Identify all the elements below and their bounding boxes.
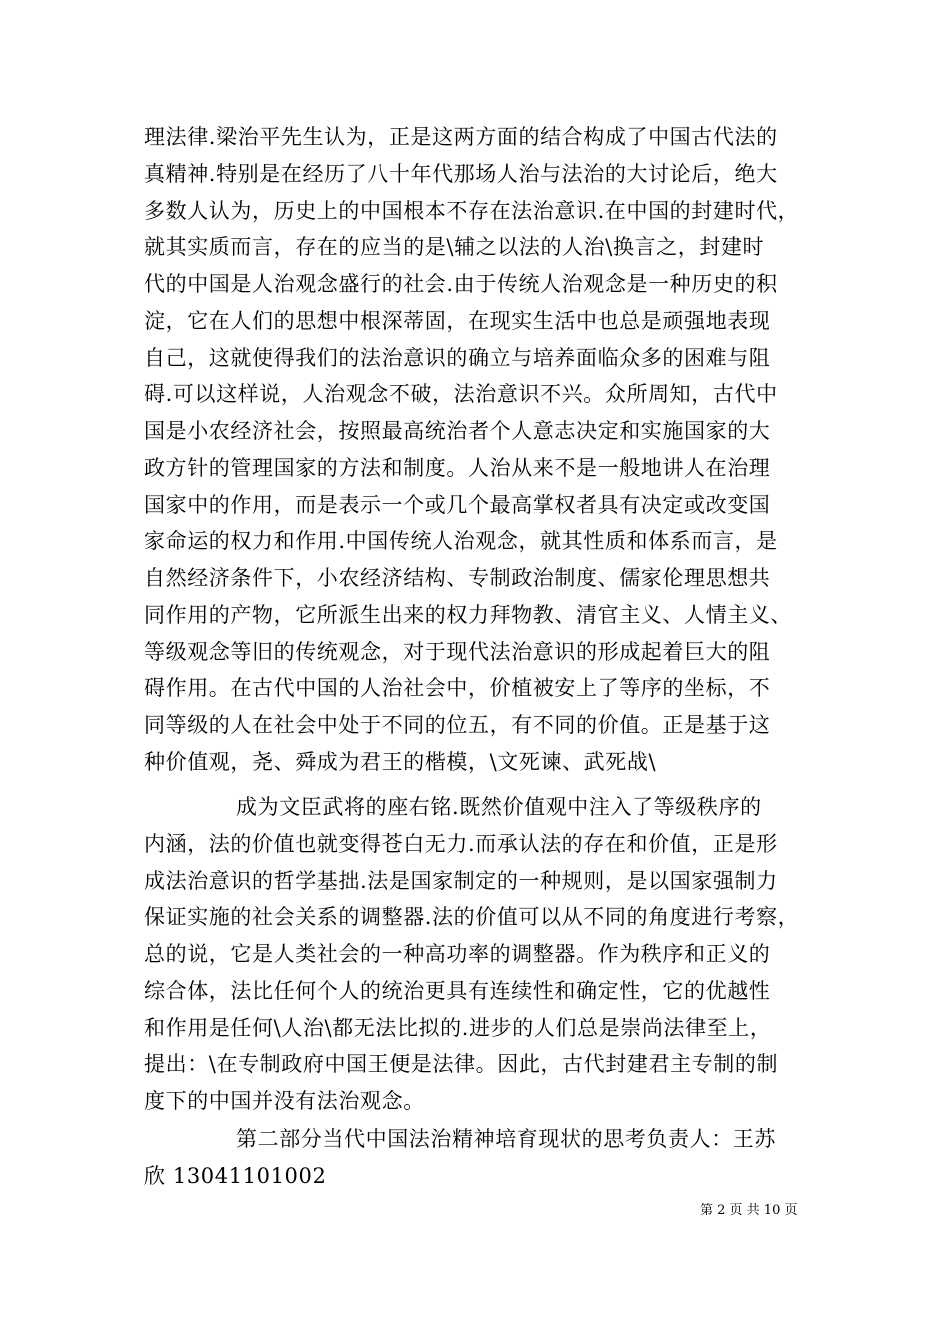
text-line: 同作用的产物，它所派生出来的权力拜物教、清官主义、人情主义、 (144, 602, 792, 627)
text-line: 成法治意识的哲学基拙.法是国家制定的一种规则，是以国家强制力 (144, 868, 778, 893)
text-line: 度下的中国并没有法治观念。 (144, 1089, 425, 1113)
text-line: 多数人认为，历史上的中国根本不存在法治意识.在中国的封建时代， (144, 198, 800, 223)
page-number-footer: 第 2 页 共 10 页 (700, 1203, 798, 1218)
text-line: 保证实施的社会关系的调整器.法的价值可以从不同的角度进行考察， (144, 905, 800, 930)
text-line: 提出：\在专制政府中国王便是法律。因此，古代封建君主专制的制 (144, 1052, 779, 1077)
text-line: 等级观念等旧的传统观念，对于现代法治意识的形成起着巨大的阻 (144, 639, 771, 664)
text-line: 家命运的权力和作用.中国传统人治观念，就其性质和体系而言，是 (144, 529, 778, 554)
text-line: 同等级的人在社会中处于不同的位五，有不同的价值。正是基于这 (144, 713, 771, 737)
text-line: 碍作用。在古代中国的人治社会中，价植被安上了等序的坐标，不 (144, 676, 771, 701)
text-line: 真精神.特别是在经历了八十年代那场人治与法治的大讨论后，绝大 (144, 161, 778, 186)
text-line: 自己，这就使得我们的法治意识的确立与培养面临众多的困难与阻 (144, 345, 771, 370)
text-line: 国是小农经济社会，按照最高统治者个人意志决定和实施国家的大 (144, 419, 771, 443)
text-line: 碍.可以这样说，人治观念不破，法治意识不兴。众所周知，古代中 (144, 382, 778, 407)
text-line: 内涵，法的价值也就变得苍白无力.而承认法的存在和价值，正是形 (144, 831, 778, 856)
text-line: 就其实质而言，存在的应当的是\辅之以法的人治\换言之，封建时 (144, 235, 765, 260)
text-line: 第二部分当代中国法治精神培育现状的思考负责人：王苏 (236, 1127, 776, 1151)
text-line: 综合体，法比任何个人的统治更具有连续性和确定性，它的优越性 (144, 978, 771, 1003)
text-line: 总的说，它是人类社会的一种高功率的调整器。作为秩序和正义的 (144, 942, 771, 966)
paragraph-1 (144, 119, 844, 781)
text-line: 国家中的作用，而是表示一个或几个最高掌权者具有决定或改变国 (144, 492, 771, 517)
text-line: 淀，它在人们的思想中根深蒂固，在现实生活中也总是顽强地表现 (144, 308, 771, 333)
text-line: 自然经济条件下，小农经济结构、专制政治制度、儒家伦理思想共 (144, 566, 771, 590)
text-line: 欣 13041101002 (144, 1163, 327, 1188)
paragraph-2 (144, 789, 844, 1120)
text-line: 政方针的管理国家的方法和制度。人治从来不是一般地讲人在治理 (144, 455, 771, 480)
section-heading (144, 1121, 844, 1195)
text-line: 和作用是任何\人治\都无法比拟的.进步的人们总是崇尚法律至上， (144, 1015, 772, 1040)
text-line: 理法律.梁治平先生认为，正是这两方面的结合构成了中国古代法的 (144, 125, 778, 149)
text-line: 代的中国是人治观念盛行的社会.由于传统人治观念是一种历史的积 (144, 272, 778, 296)
text-line: 种价值观，尧、舜成为君王的楷模，\文死谏、武死战\ (144, 749, 657, 774)
text-line: 成为文臣武将的座右铭.既然价值观中注入了等级秩序的 (236, 795, 762, 819)
